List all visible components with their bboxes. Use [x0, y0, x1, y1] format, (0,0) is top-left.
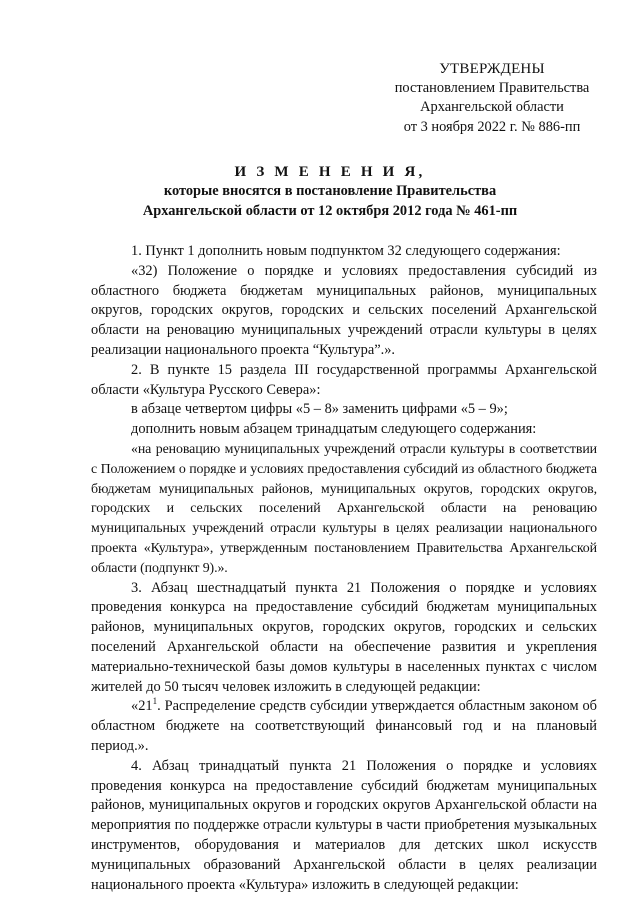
approval-line-3: от 3 ноября 2022 г. № 886-пп	[403, 118, 581, 135]
approval-line-1: постановлением Правительства	[394, 80, 590, 97]
paragraph-1: 1. Пункт 1 дополнить новым подпунктом 32 следующего содержания:	[131, 243, 561, 259]
paragraph-4: в абзаце четвертом цифры «5 – 8» заменить цифрами «5 – 9»;	[131, 401, 508, 418]
paragraph-3: 2. В пункте 15 раздела III государственной программы Архангельской области «Культура Русского Севера»:	[91, 361, 597, 398]
approval-stamp	[386, 60, 598, 137]
paragraph-7: 3. Абзац шестнадцатый пункта 21 Положения о порядке и условиях проведения конкурса на предоставление субсидий бюджетам муниципальных районов, муниципальных округов, городских округов, городских и сельских поселений Архангельской области на обеспечение развития и укрепления материально-технической базы домов культуры в населенных пунктах с числом жителей до 50 тысяч человек изложить в следующей редакции:	[91, 579, 597, 695]
paragraph-6: «на реновацию муниципальных учреждений отрасли культуры в соответствии с Положением о порядке и условиях предоставления субсидий из областного бюджета бюджетам муниципальных районов, муниципальных округов, городских округов, городских и сельских поселений Архангельской области на реновацию муниципальных учреждений отрасли культуры в целях реализации национального проекта «Культура», утвержденным постановлением Правительства Архангельской области (подпункт 9).».	[91, 441, 597, 576]
approval-line-2: Архангельской области	[420, 99, 564, 116]
paragraph-5: дополнить новым абзацем тринадцатым следующего содержания:	[131, 421, 537, 438]
paragraph-2: «32) Положение о порядке и условиях предоставления субсидий из областного бюджета бюджетам муниципальных районов, муниципальных округов, городских округов, городских и сельских поселений Архангельской области на реновацию муниципальных учреждений отрасли культуры в целях реализации национального проекта “Культура”.».	[91, 262, 597, 358]
paragraph-8-prefix: «21	[131, 698, 153, 715]
title-subtitle-1: которые вносятся в постановление Правительства	[163, 183, 497, 200]
document-title	[60, 163, 600, 221]
title-subtitle-2: Архангельской области от 12 октября 2012 года № 461-пп	[142, 202, 518, 219]
paragraph-8	[91, 697, 597, 756]
paragraph-8-superscript: 1	[152, 696, 158, 707]
paragraph-9: 4. Абзац тринадцатый пункта 21 Положения о порядке и условиях проведения конкурса на предоставление субсидий бюджетам муниципальных районов, муниципальных округов и городских округов Архангельской области на мероприятия по поддержке отрасли культуры в части приобретения музыкальных инструментов, оборудования и материалов для детских школ искусств муниципальных образований Архангельской области в целях реализации национального проекта «Культура» изложить в следующей редакции:	[91, 757, 597, 893]
title-heading: И З М Е Н Е Н И Я,	[234, 164, 426, 180]
approval-title: УТВЕРЖДЕНЫ	[439, 61, 545, 77]
document-body	[91, 242, 597, 895]
paragraph-8-text: . Распределение средств субсидии утверждается областным законом об областном бюджете на соответствующий финансовый год и на плановый период.».	[91, 698, 597, 754]
